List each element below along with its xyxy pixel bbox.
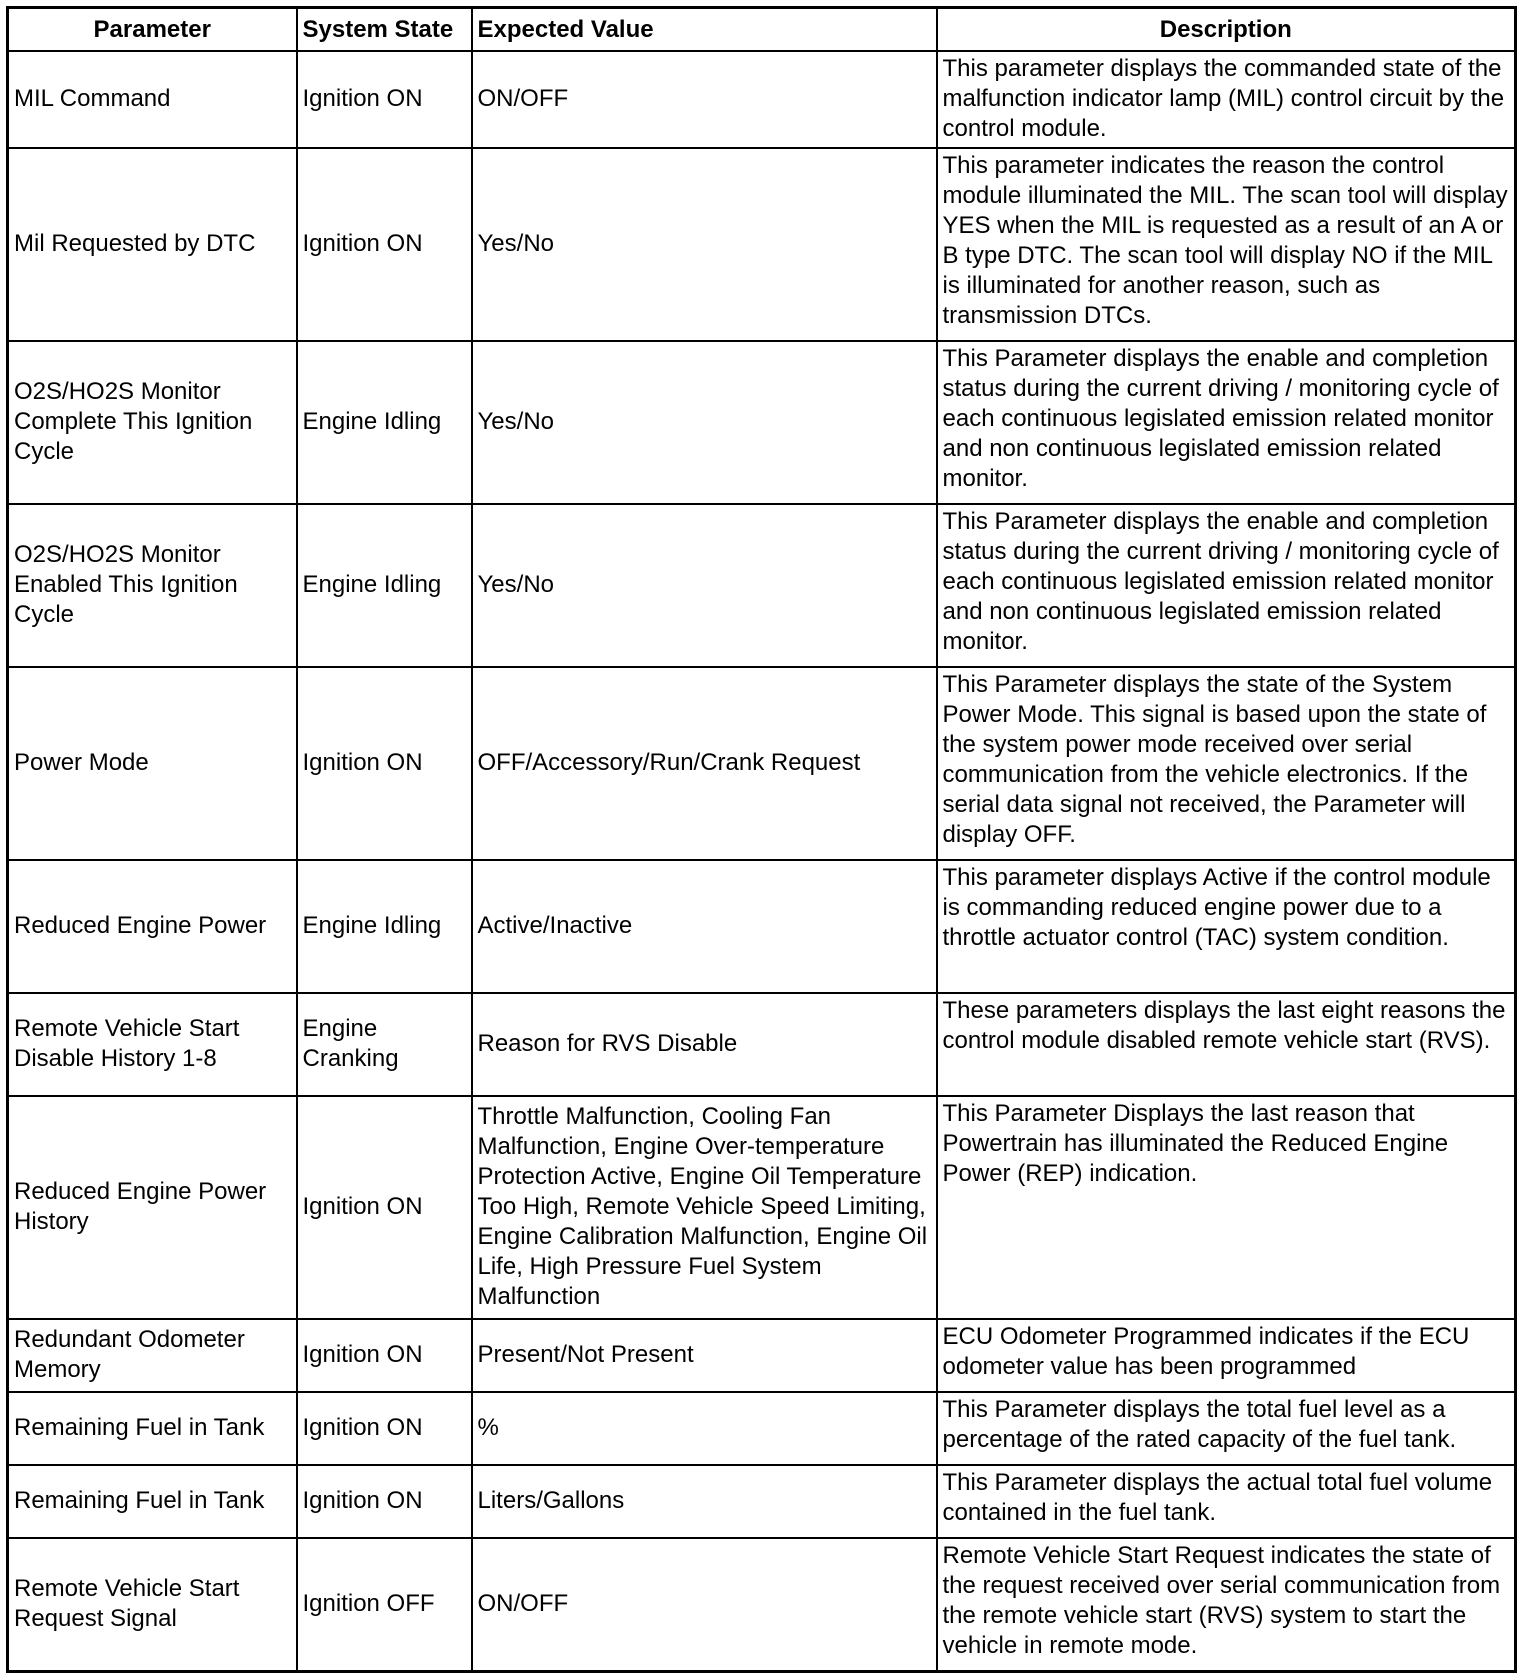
cell-description: This Parameter displays the state of the System Power Mode. This signal is based upon the state of the system power mode received over serial communication from the vehicle electronics. If the serial data signal not received, the Parameter will display OFF. [937,667,1516,860]
table-row [8,667,1516,860]
cell-description: This Parameter displays the total fuel level as a percentage of the rated capacity of the fuel tank. [937,1392,1516,1465]
cell-expected-value: ON/OFF [472,1538,937,1671]
table-row [8,1538,1516,1671]
cell-system-state: Engine Idling [297,504,472,667]
cell-description: This Parameter displays the enable and completion status during the current driving / monitoring cycle of each continuous legislated emission related monitor and non continuous legislated emission related monitor. [937,504,1516,667]
cell-description: This parameter indicates the reason the control module illuminated the MIL. The scan tool will display YES when the MIL is requested as a result of an A or B type DTC. The scan tool will display NO if the MIL is illuminated for another reason, such as transmission DTCs. [937,148,1516,341]
header-row [8,8,1516,52]
cell-parameter: O2S/HO2S Monitor Enabled This Ignition Cycle [8,504,297,667]
cell-system-state: Engine Cranking [297,993,472,1096]
header-expected-value: Expected Value [472,8,937,52]
cell-parameter: Remaining Fuel in Tank [8,1465,297,1538]
cell-parameter: Redundant Odometer Memory [8,1319,297,1392]
cell-expected-value: Yes/No [472,504,937,667]
cell-expected-value: Reason for RVS Disable [472,993,937,1096]
parameter-table-container [6,6,1517,1673]
cell-parameter: Mil Requested by DTC [8,148,297,341]
cell-description: This parameter displays the commanded state of the malfunction indicator lamp (MIL) control circuit by the control module. [937,51,1516,148]
header-system-state: System State [297,8,472,52]
cell-system-state: Ignition ON [297,148,472,341]
cell-parameter: Remaining Fuel in Tank [8,1392,297,1465]
cell-system-state: Ignition OFF [297,1538,472,1671]
table-row [8,51,1516,148]
cell-parameter: O2S/HO2S Monitor Complete This Ignition Cycle [8,341,297,504]
cell-system-state: Ignition ON [297,51,472,148]
header-description: Description [937,8,1516,52]
table-row [8,148,1516,341]
cell-system-state: Ignition ON [297,1392,472,1465]
cell-expected-value: Active/Inactive [472,860,937,993]
parameter-table [6,6,1517,1673]
cell-expected-value: % [472,1392,937,1465]
cell-system-state: Engine Idling [297,341,472,504]
cell-expected-value: Liters/Gallons [472,1465,937,1538]
cell-system-state: Ignition ON [297,1096,472,1319]
table-row [8,1392,1516,1465]
cell-description: This Parameter displays the actual total fuel volume contained in the fuel tank. [937,1465,1516,1538]
cell-parameter: MIL Command [8,51,297,148]
cell-parameter: Reduced Engine Power History [8,1096,297,1319]
cell-parameter: Power Mode [8,667,297,860]
cell-expected-value: Throttle Malfunction, Cooling Fan Malfunction, Engine Over-temperature Protection Active, Engine Oil Temperature Too High, Remote Vehicle Speed Limiting, Engine Calibration Malfunction, Engine Oil Life, High Pressure Fuel System Malfunction [472,1096,937,1319]
header-parameter: Parameter [8,8,297,52]
table-row [8,504,1516,667]
cell-description: This parameter displays Active if the control module is commanding reduced engine power due to a throttle actuator control (TAC) system condition. [937,860,1516,993]
cell-expected-value: Yes/No [472,148,937,341]
cell-expected-value: Present/Not Present [472,1319,937,1392]
cell-description: These parameters displays the last eight reasons the control module disabled remote vehicle start (RVS). [937,993,1516,1096]
table-row [8,341,1516,504]
cell-parameter: Reduced Engine Power [8,860,297,993]
cell-system-state: Engine Idling [297,860,472,993]
cell-parameter: Remote Vehicle Start Request Signal [8,1538,297,1671]
table-row [8,993,1516,1096]
cell-system-state: Ignition ON [297,1319,472,1392]
table-row [8,1319,1516,1392]
cell-expected-value: Yes/No [472,341,937,504]
cell-system-state: Ignition ON [297,667,472,860]
table-row [8,1465,1516,1538]
table-row [8,1096,1516,1319]
cell-expected-value: OFF/Accessory/Run/Crank Request [472,667,937,860]
cell-expected-value: ON/OFF [472,51,937,148]
cell-system-state: Ignition ON [297,1465,472,1538]
table-row [8,860,1516,993]
cell-description: Remote Vehicle Start Request indicates the state of the request received over serial communication from the remote vehicle start (RVS) system to start the vehicle in remote mode. [937,1538,1516,1671]
cell-parameter: Remote Vehicle Start Disable History 1-8 [8,993,297,1096]
cell-description: ECU Odometer Programmed indicates if the ECU odometer value has been programmed [937,1319,1516,1392]
cell-description: This Parameter Displays the last reason that Powertrain has illuminated the Reduced Engine Power (REP) indication. [937,1096,1516,1319]
cell-description: This Parameter displays the enable and completion status during the current driving / monitoring cycle of each continuous legislated emission related monitor and non continuous legislated emission related monitor. [937,341,1516,504]
